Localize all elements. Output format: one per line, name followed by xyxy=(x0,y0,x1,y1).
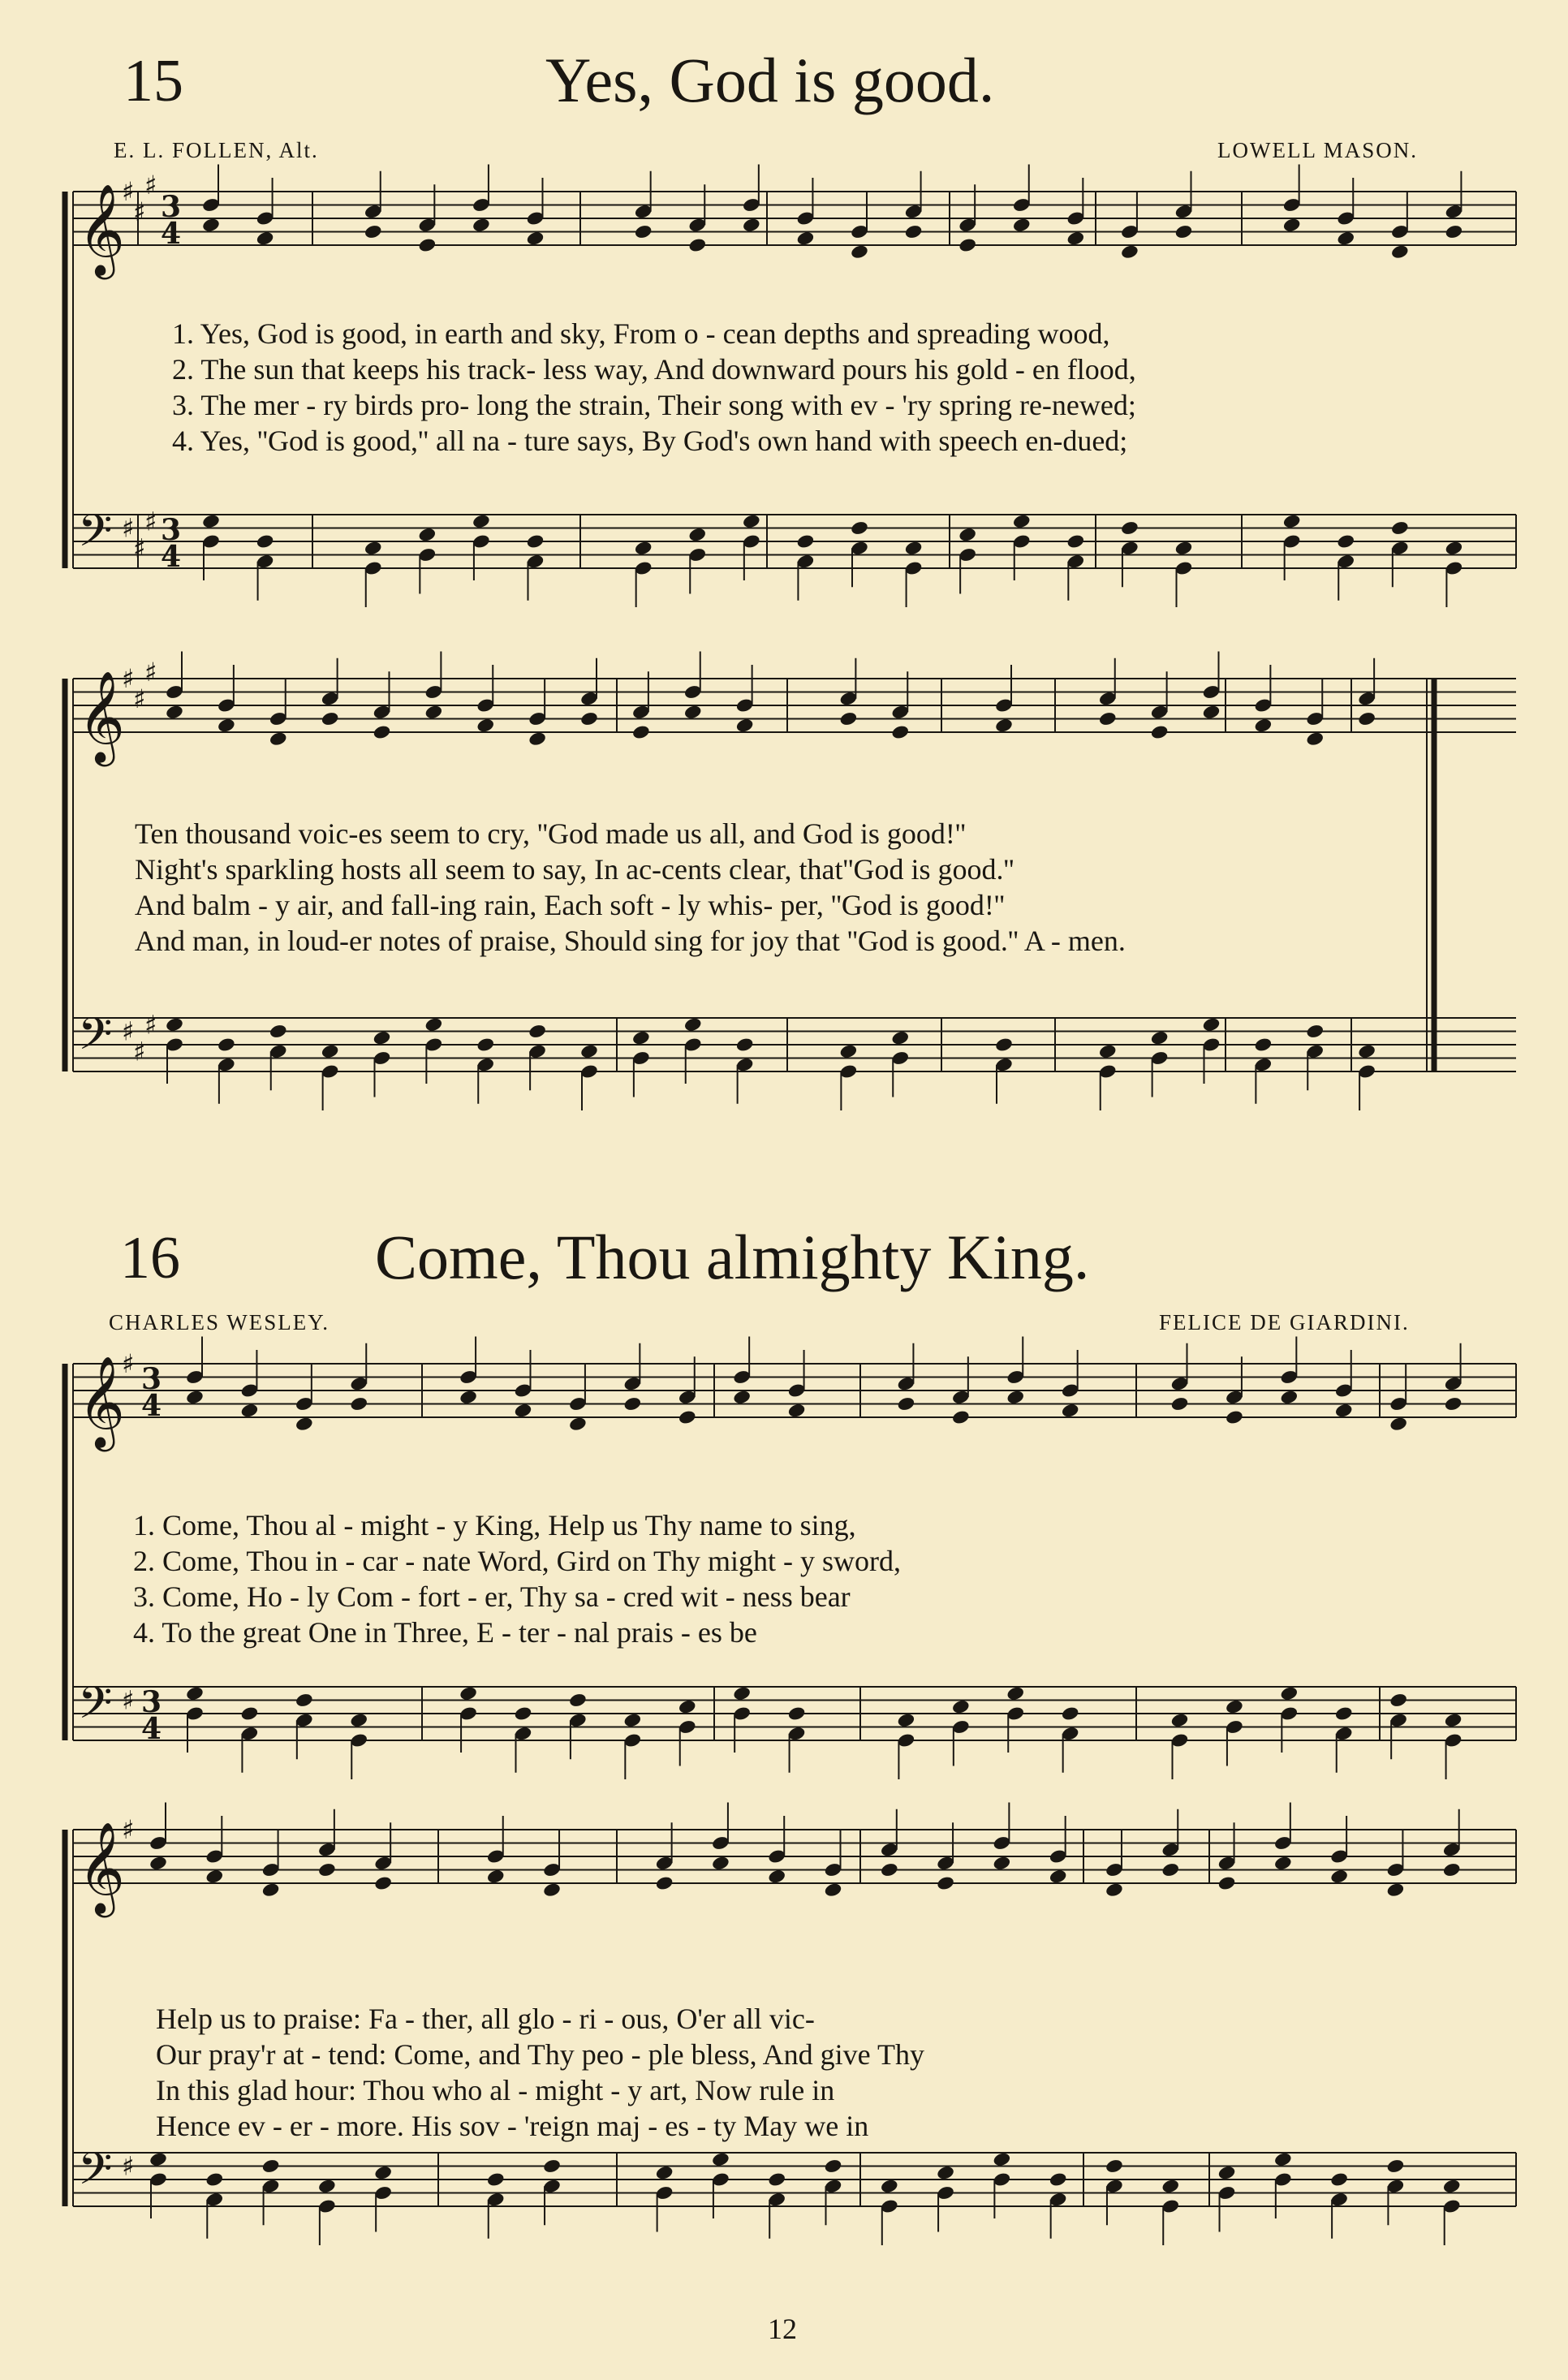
notehead xyxy=(796,231,816,247)
notehead xyxy=(568,1416,588,1432)
notehead xyxy=(1217,2165,1237,2181)
sharp-icon: ♯ xyxy=(122,1348,135,1379)
sharp-icon: ♯ xyxy=(133,196,146,227)
notehead xyxy=(1389,1416,1408,1432)
treble-clef-icon: 𝄞 xyxy=(78,1822,125,1914)
notehead xyxy=(1254,1037,1273,1053)
notehead xyxy=(711,1855,730,1871)
notehead xyxy=(321,711,340,727)
notehead xyxy=(373,1875,393,1891)
sharp-icon: ♯ xyxy=(133,1036,146,1067)
treble-clef-icon: 𝄞 xyxy=(78,670,125,763)
notehead xyxy=(205,1869,225,1885)
notehead xyxy=(1444,1712,1463,1728)
verse-line: Ten thousand voic-es seem to cry, ''God made us all, and God is good!'' xyxy=(135,817,966,850)
notehead xyxy=(655,2165,674,2181)
notehead xyxy=(1280,1389,1299,1405)
hymn-title: Come, Thou almighty King. xyxy=(375,1222,1090,1292)
verse-line: Night's sparkling hosts all seem to say, In ac-cents clear, that''God is good.'' xyxy=(135,853,1014,886)
notehead xyxy=(418,527,437,543)
notehead xyxy=(528,1024,547,1040)
bass-clef-icon: 𝄢 xyxy=(78,2143,113,2205)
music-system-3 xyxy=(0,1348,1568,1805)
notehead xyxy=(1120,520,1139,537)
notehead xyxy=(1254,718,1273,734)
notehead xyxy=(623,1396,643,1412)
notehead xyxy=(936,2165,955,2181)
notehead xyxy=(217,718,236,734)
notehead xyxy=(904,224,924,240)
notehead xyxy=(687,527,707,543)
page-number: 12 xyxy=(768,2313,797,2345)
notehead xyxy=(418,237,437,253)
notehead xyxy=(897,1396,916,1412)
notehead xyxy=(655,1875,674,1891)
verse-line: 2. The sun that keeps his track- less way, And downward pours his gold - en flood, xyxy=(172,353,1136,386)
notehead xyxy=(486,1869,506,1885)
notehead xyxy=(1098,711,1118,727)
notehead xyxy=(678,1409,697,1425)
notehead xyxy=(1442,1862,1462,1878)
notehead xyxy=(1098,1043,1118,1059)
sharp-icon: ♯ xyxy=(122,1684,135,1716)
notehead xyxy=(683,704,703,720)
notehead xyxy=(165,1016,184,1033)
notehead xyxy=(735,718,755,734)
notehead xyxy=(711,2151,730,2167)
notehead xyxy=(1282,217,1302,233)
notehead xyxy=(890,724,910,740)
notehead xyxy=(526,533,545,550)
notehead xyxy=(796,533,816,550)
notehead xyxy=(317,2178,337,2194)
notehead xyxy=(185,1389,205,1405)
notehead xyxy=(683,1016,703,1033)
notehead xyxy=(993,1855,1012,1871)
verse-line: 1. Yes, God is good, in earth and sky, From o - cean depths and spreading wood, xyxy=(172,317,1110,350)
notehead xyxy=(880,1862,899,1878)
notehead xyxy=(880,2178,899,2194)
sharp-icon: ♯ xyxy=(133,532,146,564)
notehead xyxy=(1012,217,1032,233)
notehead xyxy=(476,1037,495,1053)
notehead xyxy=(634,224,653,240)
time-signature-top: 3 xyxy=(161,513,182,547)
notehead xyxy=(1390,520,1410,537)
notehead xyxy=(1305,1024,1325,1040)
notehead xyxy=(256,231,275,247)
notehead xyxy=(459,1685,478,1701)
notehead xyxy=(269,1024,288,1040)
music-credit: LOWELL MASON. xyxy=(1217,138,1418,162)
notehead xyxy=(1066,533,1086,550)
notehead xyxy=(623,1712,643,1728)
notehead xyxy=(1120,244,1139,260)
notehead xyxy=(631,1030,651,1046)
notehead xyxy=(364,540,383,556)
time-signature-top: 3 xyxy=(161,190,182,224)
notehead xyxy=(201,217,221,233)
hymn-title: Yes, God is good. xyxy=(545,45,995,115)
notehead xyxy=(269,731,288,747)
verse-line: In this glad hour: Thou who al - might - y art, Now rule in xyxy=(156,2074,835,2106)
sharp-icon: ♯ xyxy=(144,506,157,537)
notehead xyxy=(1202,704,1221,720)
time-signature-bottom: 4 xyxy=(141,1389,162,1423)
notehead xyxy=(1170,1396,1190,1412)
notehead xyxy=(486,2171,506,2188)
notehead xyxy=(1273,1855,1293,1871)
notehead xyxy=(1150,724,1170,740)
notehead xyxy=(165,704,184,720)
treble-clef-icon: 𝄞 xyxy=(78,183,125,276)
notehead xyxy=(787,1403,807,1419)
notehead xyxy=(732,1389,752,1405)
notehead xyxy=(767,1869,786,1885)
notehead xyxy=(349,1712,368,1728)
words-credit: E. L. FOLLEN, Alt. xyxy=(114,138,319,162)
notehead xyxy=(1061,1705,1080,1722)
notehead xyxy=(528,731,547,747)
notehead xyxy=(824,2158,843,2175)
sharp-icon: ♯ xyxy=(122,2150,135,2182)
notehead xyxy=(1273,2151,1293,2167)
notehead xyxy=(890,1030,910,1046)
notehead xyxy=(1334,1705,1354,1722)
notehead xyxy=(472,513,491,529)
notehead xyxy=(993,2151,1012,2167)
sharp-icon: ♯ xyxy=(144,169,157,200)
notehead xyxy=(678,1699,697,1715)
notehead xyxy=(1329,1869,1349,1885)
notehead xyxy=(839,1043,859,1059)
sharp-icon: ♯ xyxy=(122,663,135,694)
bass-clef-icon: 𝄢 xyxy=(78,505,113,567)
notehead xyxy=(634,540,653,556)
notehead xyxy=(1161,1862,1180,1878)
time-signature-top: 3 xyxy=(141,1685,162,1719)
notehead xyxy=(1105,2158,1124,2175)
sharp-icon: ♯ xyxy=(144,1009,157,1041)
notehead xyxy=(1217,1875,1237,1891)
notehead xyxy=(742,217,761,233)
notehead xyxy=(1386,2158,1406,2175)
verse-line: Help us to praise: Fa - ther, all glo - ri - ous, O'er all vic- xyxy=(156,2003,815,2035)
notehead xyxy=(149,2151,168,2167)
notehead xyxy=(240,1403,260,1419)
notehead xyxy=(295,1416,314,1432)
notehead xyxy=(1066,231,1086,247)
notehead xyxy=(1442,2178,1462,2194)
treble-clef-icon: 𝄞 xyxy=(78,1356,125,1448)
music-credit: FELICE DE GIARDINI. xyxy=(1159,1310,1410,1334)
notehead xyxy=(579,1043,599,1059)
notehead xyxy=(1061,1403,1080,1419)
notehead xyxy=(1386,1882,1406,1898)
bass-clef-icon: 𝄢 xyxy=(78,1677,113,1740)
notehead xyxy=(149,1855,168,1871)
verse-line: And balm - y air, and fall-ing rain, Each soft - ly whis- per, ''God is good!'' xyxy=(135,889,1005,921)
notehead xyxy=(1150,1030,1170,1046)
notehead xyxy=(850,520,869,537)
notehead xyxy=(1329,2171,1349,2188)
notehead xyxy=(373,724,392,740)
notehead xyxy=(261,1882,281,1898)
notehead xyxy=(364,224,383,240)
notehead xyxy=(1174,540,1194,556)
notehead xyxy=(1225,1699,1244,1715)
notehead xyxy=(542,1882,562,1898)
notehead xyxy=(1202,1016,1221,1033)
verse-line: 2. Come, Thou in - car - nate Word, Gird on Thy might - y sword, xyxy=(133,1545,901,1577)
hymn-number: 15 xyxy=(123,48,183,114)
sharp-icon: ♯ xyxy=(122,176,135,207)
notehead xyxy=(1280,1685,1299,1701)
hymn-number: 16 xyxy=(120,1225,180,1291)
notehead xyxy=(205,2171,225,2188)
verse-line: Hence ev - er - more. His sov - 'reign maj - es - ty May we in xyxy=(156,2110,869,2142)
notehead xyxy=(732,1685,752,1701)
notehead xyxy=(958,237,977,253)
notehead xyxy=(839,711,859,727)
notehead xyxy=(1105,1882,1124,1898)
notehead xyxy=(201,513,221,529)
time-signature-bottom: 4 xyxy=(161,540,182,574)
verse-line: And man, in loud-er notes of praise, Should sing for joy that ''God is good.'' A - men. xyxy=(135,925,1126,957)
notehead xyxy=(767,2171,786,2188)
notehead xyxy=(951,1409,971,1425)
time-signature-bottom: 4 xyxy=(141,1712,162,1746)
notehead xyxy=(958,527,977,543)
notehead xyxy=(1444,1396,1463,1412)
notehead xyxy=(373,2165,393,2181)
notehead xyxy=(936,1875,955,1891)
notehead xyxy=(579,711,599,727)
notehead xyxy=(1445,224,1464,240)
notehead xyxy=(742,513,761,529)
sharp-icon: ♯ xyxy=(122,1015,135,1047)
notehead xyxy=(1336,231,1355,247)
notehead xyxy=(472,217,491,233)
notehead xyxy=(373,1030,392,1046)
time-signature-top: 3 xyxy=(141,1362,162,1396)
sharp-icon: ♯ xyxy=(122,512,135,544)
notehead xyxy=(1445,540,1464,556)
verse-line: 3. The mer - ry birds pro- long the strain, Their song with ev - 'ry spring re-newed; xyxy=(172,389,1136,421)
notehead xyxy=(1006,1685,1025,1701)
notehead xyxy=(256,533,275,550)
time-signature-bottom: 4 xyxy=(161,217,182,251)
notehead xyxy=(1012,513,1032,529)
notehead xyxy=(514,1403,533,1419)
notehead xyxy=(994,718,1014,734)
verse-line: 4. Yes, ''God is good,'' all na - ture says, By God's own hand with speech en-dued; xyxy=(172,425,1128,457)
notehead xyxy=(904,540,924,556)
notehead xyxy=(514,1705,533,1722)
notehead xyxy=(526,231,545,247)
notehead xyxy=(295,1692,314,1709)
notehead xyxy=(240,1705,260,1722)
notehead xyxy=(1006,1389,1025,1405)
notehead xyxy=(321,1043,340,1059)
verse-line: 3. Come, Ho - ly Com - fort - er, Thy sa - cred wit - ness bear xyxy=(133,1580,851,1613)
notehead xyxy=(850,244,869,260)
notehead xyxy=(631,724,651,740)
sharp-icon: ♯ xyxy=(144,656,157,688)
notehead xyxy=(1170,1712,1190,1728)
notehead xyxy=(424,1016,444,1033)
notehead xyxy=(1305,731,1325,747)
notehead xyxy=(1174,224,1194,240)
notehead xyxy=(1357,1043,1376,1059)
notehead xyxy=(687,237,707,253)
verse-line: Our pray'r at - tend: Come, and Thy peo - ple bless, And give Thy xyxy=(156,2038,924,2071)
sharp-icon: ♯ xyxy=(133,683,146,714)
notehead xyxy=(735,1037,755,1053)
notehead xyxy=(1390,244,1410,260)
notehead xyxy=(787,1705,807,1722)
notehead xyxy=(317,1862,337,1878)
notehead xyxy=(897,1712,916,1728)
notehead xyxy=(424,704,444,720)
notehead xyxy=(1336,533,1355,550)
words-credit: CHARLES WESLEY. xyxy=(109,1310,330,1334)
sharp-icon: ♯ xyxy=(122,1814,135,1845)
notehead xyxy=(349,1396,368,1412)
notehead xyxy=(1049,2171,1068,2188)
notehead xyxy=(1161,2178,1180,2194)
notehead xyxy=(542,2158,562,2175)
notehead xyxy=(1282,513,1302,529)
notehead xyxy=(994,1037,1014,1053)
notehead xyxy=(824,1882,843,1898)
notehead xyxy=(951,1699,971,1715)
bass-clef-icon: 𝄢 xyxy=(78,1008,113,1071)
verse-line: 1. Come, Thou al - might - y King, Help us Thy name to sing, xyxy=(133,1509,856,1541)
notehead xyxy=(1225,1409,1244,1425)
notehead xyxy=(1334,1403,1354,1419)
notehead xyxy=(476,718,495,734)
notehead xyxy=(1389,1692,1408,1709)
notehead xyxy=(261,2158,281,2175)
notehead xyxy=(1357,711,1376,727)
notehead xyxy=(185,1685,205,1701)
notehead xyxy=(459,1389,478,1405)
notehead xyxy=(1049,1869,1068,1885)
verse-line: 4. To the great One in Three, E - ter - nal prais - es be xyxy=(133,1616,757,1649)
notehead xyxy=(568,1692,588,1709)
notehead xyxy=(217,1037,236,1053)
